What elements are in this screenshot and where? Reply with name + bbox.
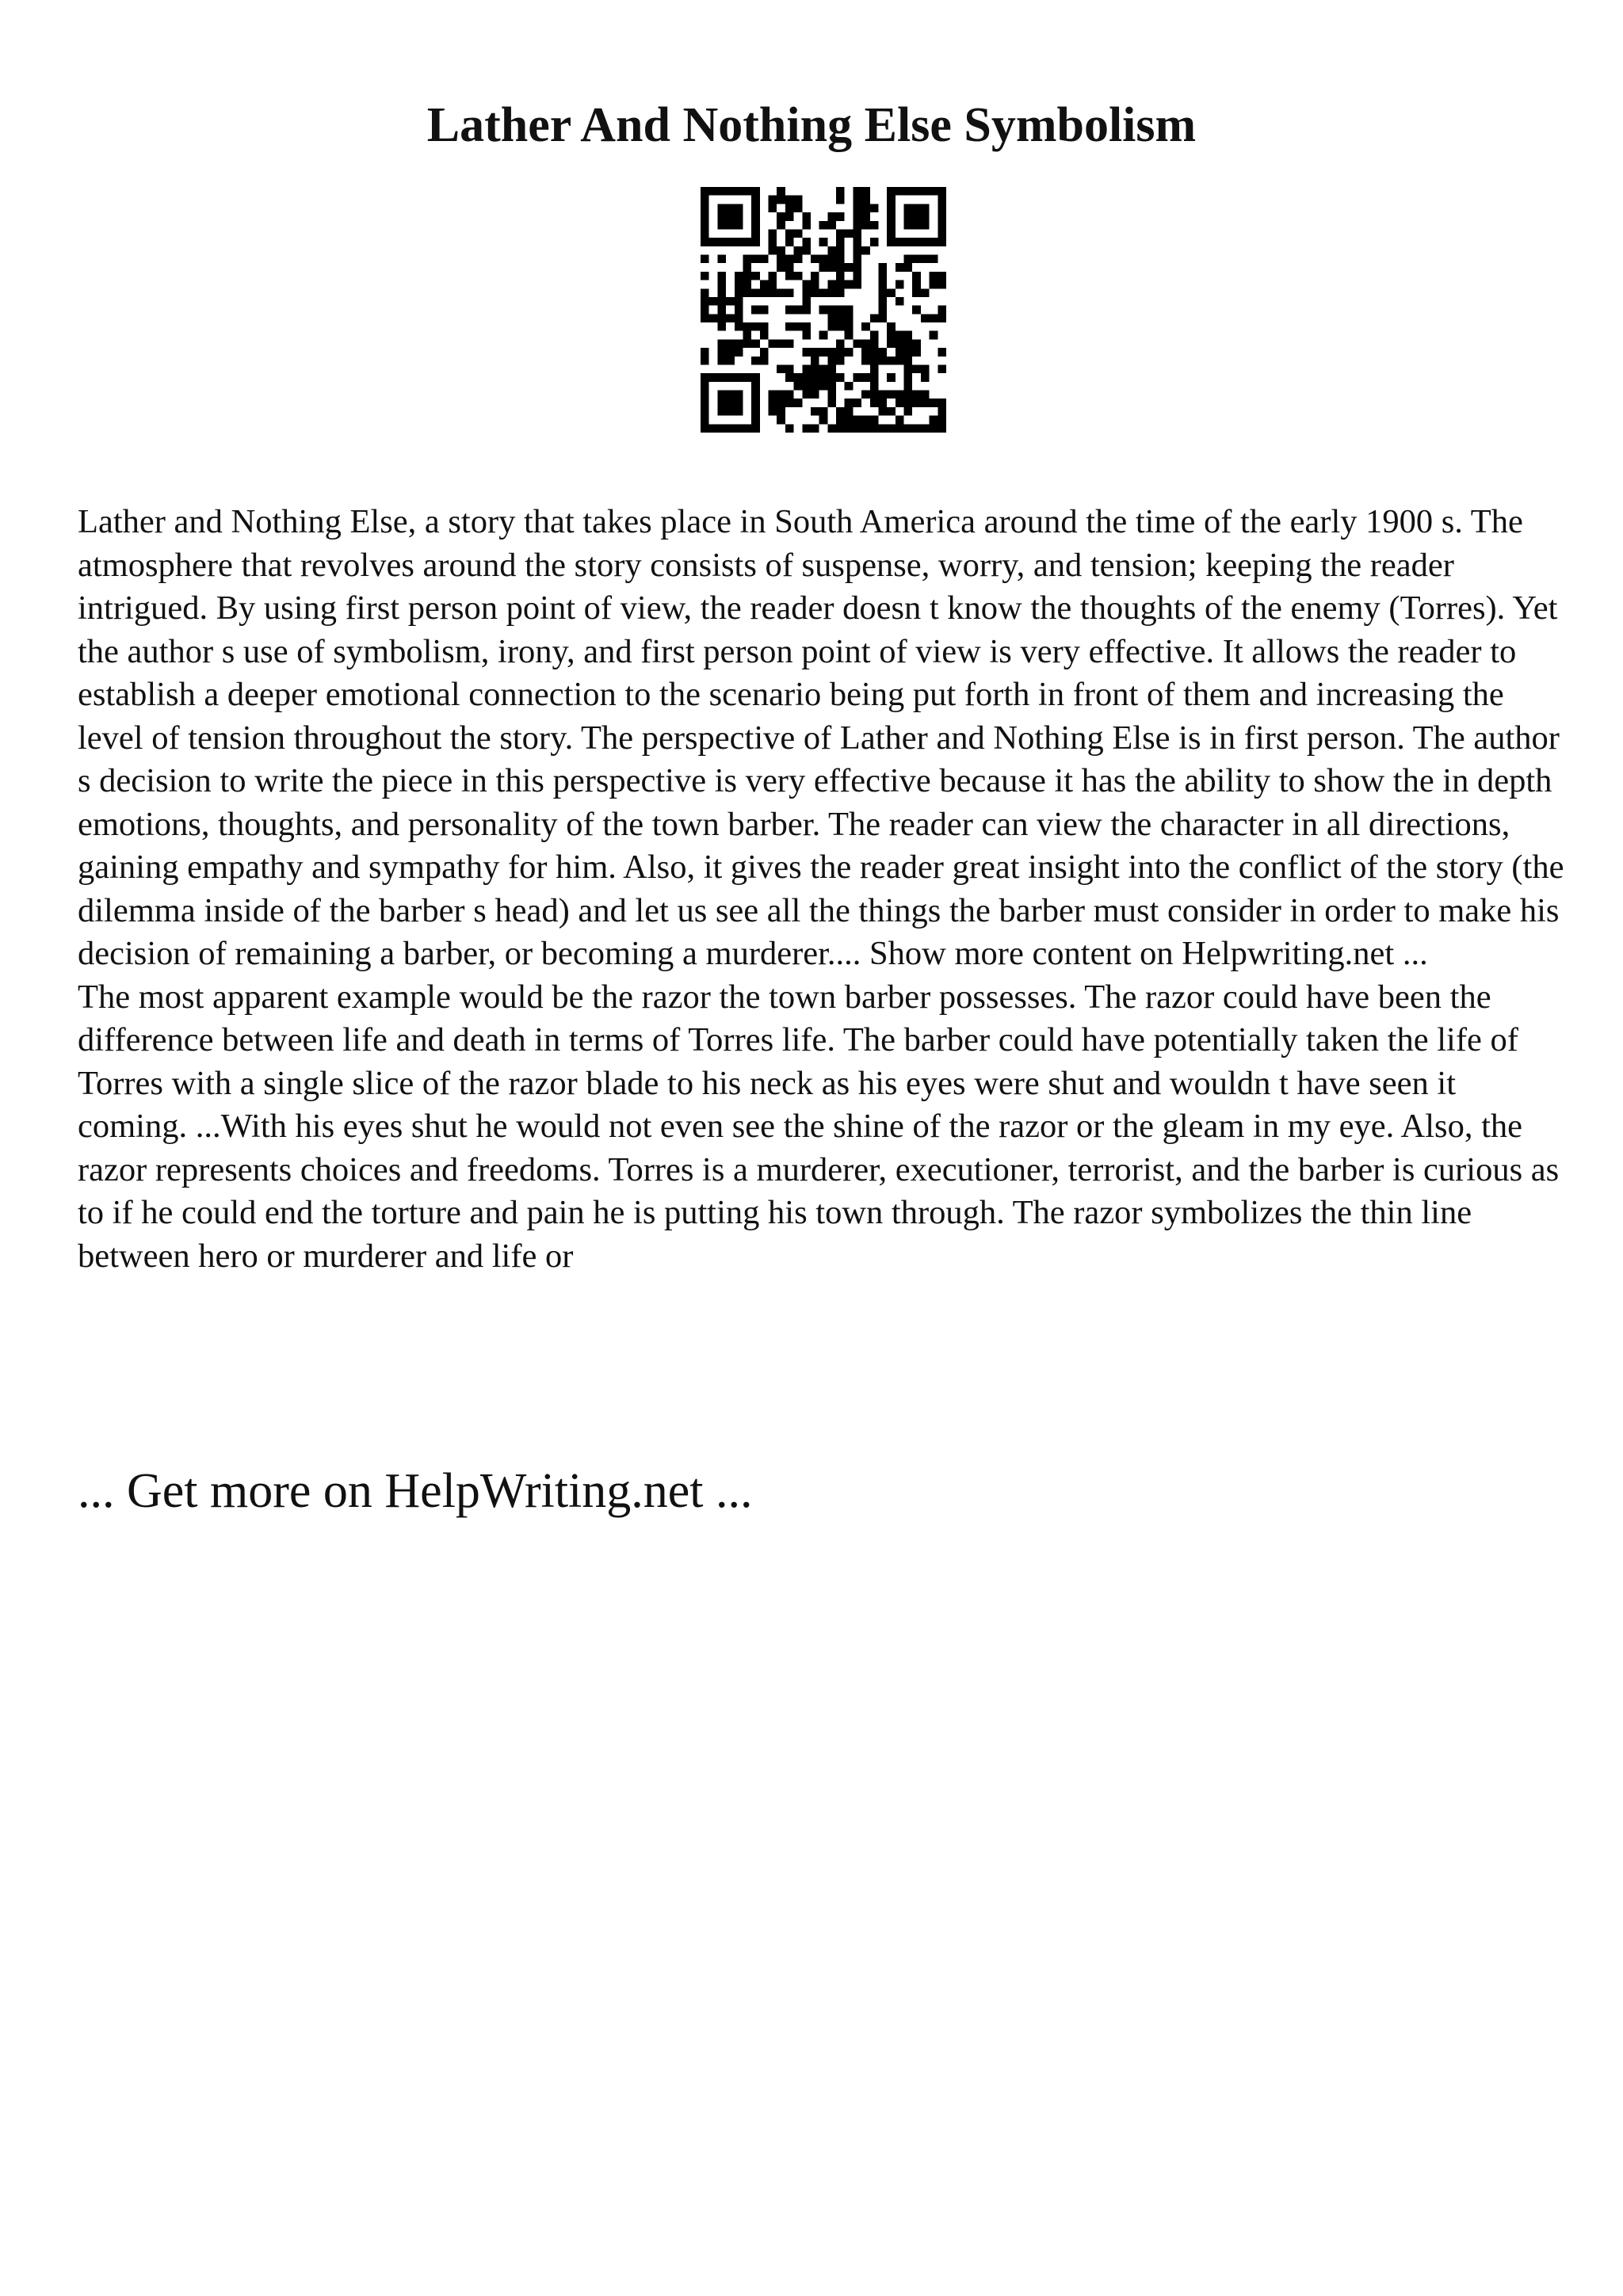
get-more-link[interactable]: ... Get more on HelpWriting.net ... — [78, 1464, 753, 1518]
article-body — [78, 501, 1568, 1278]
qr-code-image — [701, 187, 946, 433]
document-title: Lather And Nothing Else Symbolism — [426, 98, 1197, 152]
paragraph: Lather and Nothing Else, a story that takes place in South America around the time of the early 1900 s. The atmosphere that revolves around the story consists of suspense, worry, and tension; keeping the reader intrigued. By using first person point of view, the reader doesn t know the thoughts of the enemy (Torres). Yet the author s use of symbolism, irony, and first person point of view is very effective. It allows the reader to establish a deeper emotional connection to the scenario being put forth in front of them and increasing the level of tension throughout the story. The perspective of Lather and Nothing Else is in first person. The author s decision to write the piece in this perspective is very effective because it has the ability to show the in depth emotions, thoughts, and personality of the town barber. The reader can view the character in all directions, gaining empathy and sympathy for him. Also, it gives the reader great insight into the conflict of the story (the dilemma inside of the barber s head) and let us see all the things the barber must consider in order to make his decision of remaining a barber, or becoming a murderer.... Show more content on Helpwriting.net ... — [78, 503, 1564, 972]
paragraph: The most apparent example would be the razor the town barber possesses. The razor could have been the difference between life and death in terms of Torres life. The barber could have potentially taken the life of Torres with a single slice of the razor blade to his neck as his eyes were shut and wouldn t have seen it coming. ...With his eyes shut he would not even see the shine of the razor or the gleam in my eye. Also, the razor represents choices and freedoms. Torres is a murderer, executioner, terrorist, and the barber is curious as to if he could end the torture and pain he is putting his town through. The razor symbolizes the thin line between hero or murderer and life or — [78, 978, 1560, 1275]
